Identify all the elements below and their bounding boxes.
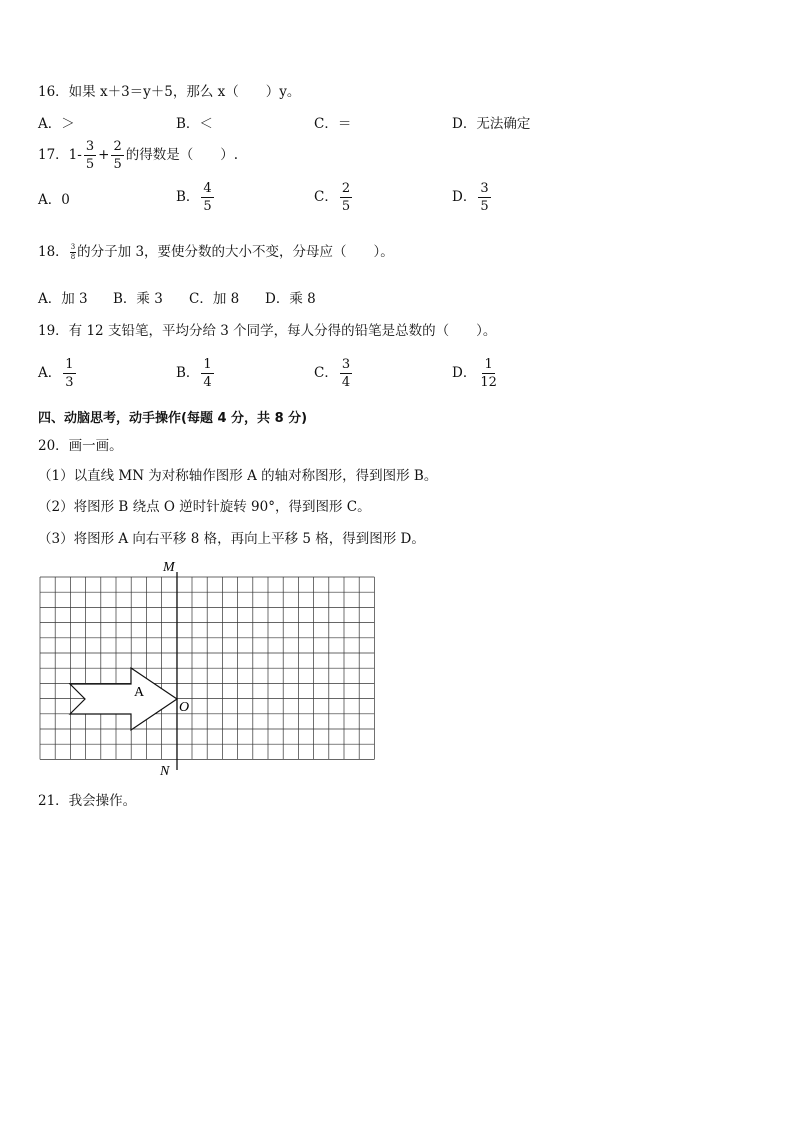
q20-item-2: （2）将图形 B 绕点 O 逆时针旋转 90°，得到图形 C。	[38, 499, 371, 515]
q18-option-b: B．乘 3	[113, 291, 163, 307]
q17-fraction-1: $\frac{3}{5}$	[85, 139, 95, 172]
section-heading: 四、动脑思考，动手操作(每题 4 分，共 8 分)	[38, 411, 308, 426]
q18-fraction: $\frac{3}{8}$	[70, 243, 76, 261]
q20-item-3: （3）将图形 A 向右平移 8 格，再向上平移 5 格，得到图形 D。	[38, 531, 425, 547]
q17-option-d: D． $\frac{3}{5}$	[452, 181, 489, 214]
q16-option-b: B．＜	[176, 116, 213, 132]
q16-option-d: D．无法确定	[452, 116, 531, 132]
q16-stem: 16．如果 x＋3＝y＋5，那么 x（ ）y。	[38, 84, 301, 100]
grid-lines	[40, 577, 374, 759]
q21-title: 21．我会操作。	[38, 793, 137, 809]
label-m: M	[163, 560, 175, 575]
q17-suffix: 的得数是（ ）.	[125, 147, 239, 163]
q16-option-c: C．＝	[314, 116, 352, 132]
q17-option-c: C． $\frac{2}{5}$	[314, 181, 351, 214]
q20-item-1: （1）以直线 MN 为对称轴作图形 A 的轴对称图形，得到图形 B。	[38, 468, 438, 484]
label-n: N	[160, 764, 170, 779]
label-o: O	[179, 700, 190, 715]
q19-option-c: C． $\frac{3}{4}$	[314, 357, 351, 390]
q17-option-b: B． $\frac{4}{5}$	[176, 181, 212, 214]
q18-option-a: A．加 3	[38, 291, 88, 307]
q17-plus: +	[98, 147, 110, 163]
q16-option-a: A．＞	[38, 116, 75, 132]
q20-title: 20．画一画。	[38, 438, 123, 454]
label-a: A	[134, 685, 145, 700]
q19-stem: 19．有 12 支铅笔，平均分给 3 个同学，每人分得的铅笔是总数的（ ）。	[38, 323, 497, 339]
q18-prefix: 18．	[38, 244, 69, 260]
q18-option-d: D．乘 8	[265, 291, 316, 307]
q19-option-a: A． $\frac{1}{3}$	[38, 357, 74, 390]
q19-option-b: B． $\frac{1}{4}$	[176, 357, 212, 390]
q19-option-d: D． $\frac{1}{12}$	[452, 357, 497, 390]
shape-a-arrow	[70, 668, 177, 730]
q17-fraction-2: $\frac{2}{5}$	[113, 139, 122, 172]
q17-prefix: 17．1-	[38, 147, 82, 163]
q18-suffix: 的分子加 3，要使分数的大小不变，分母应（ ）。	[77, 244, 394, 260]
q17-option-a: A．0	[38, 192, 70, 208]
q18-option-c: C．加 8	[189, 291, 240, 307]
